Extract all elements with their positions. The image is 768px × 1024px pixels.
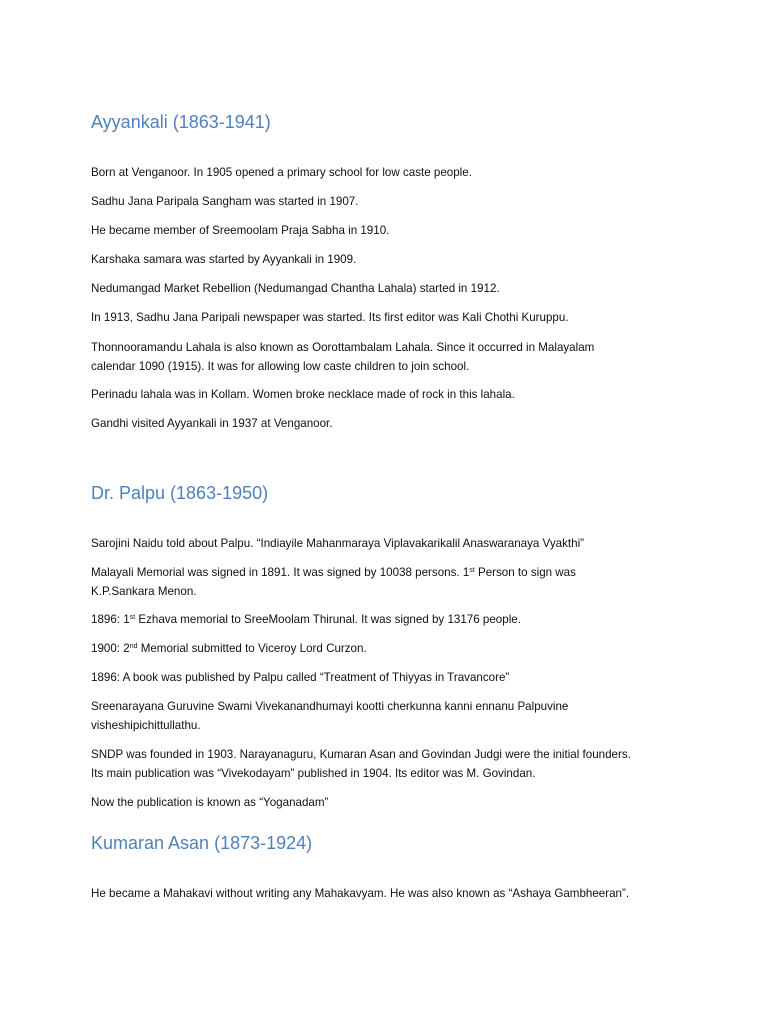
paragraph-line: Karshaka samara was started by Ayyankali in 1909. bbox=[91, 253, 357, 266]
paragraph-line: calendar 1090 (1915). It was for allowing low caste children to join school. bbox=[91, 359, 470, 373]
paragraph-line: He became member of Sreemoolam Praja Sabha in 1910. bbox=[91, 224, 390, 237]
paragraph bbox=[91, 746, 691, 783]
paragraph-line: He became a Mahakavi without writing any Mahakavyam. He was also known as “Ashaya Gambheeran”. bbox=[91, 887, 630, 900]
paragraph-line: 1900: 2nd Memorial submitted to Viceroy Lord Curzon. bbox=[91, 642, 367, 655]
paragraph-line: In 1913, Sadhu Jana Paripali newspaper was started. Its first editor was Kali Chothi Kuruppu. bbox=[91, 311, 569, 324]
paragraph-line: Thonnooramandu Lahala is also known as Oorottambalam Lahala. Since it occurred in Malayalam bbox=[91, 341, 595, 354]
paragraph-line: Its main publication was “Vivekodayam” published in 1904. Its editor was M. Govindan. bbox=[91, 766, 536, 780]
superscript: nd bbox=[129, 643, 138, 650]
paragraph-line: Nedumangad Market Rebellion (Nedumangad Chantha Lahala) started in 1912. bbox=[91, 282, 500, 295]
superscript: st bbox=[469, 567, 475, 574]
paragraph bbox=[91, 309, 691, 328]
paragraph bbox=[91, 339, 691, 376]
paragraph bbox=[91, 251, 691, 270]
superscript: st bbox=[129, 614, 136, 621]
paragraph bbox=[91, 611, 691, 630]
paragraph-line: Now the publication is known as “Yoganadam” bbox=[91, 796, 329, 809]
paragraph-line: K.P.Sankara Menon. bbox=[91, 584, 197, 598]
paragraph bbox=[91, 698, 691, 735]
paragraph-line: Sarojini Naidu told about Palpu. “Indiayile Mahanmaraya Viplavakarikalil Anaswaranaya Vyakthi” bbox=[91, 537, 585, 550]
paragraph bbox=[91, 669, 691, 688]
paragraph bbox=[91, 885, 691, 904]
paragraph bbox=[91, 222, 691, 241]
paragraph-line: Sreenarayana Guruvine Swami Vivekanandhumayi kootti cherkunna kanni ennanu Palpuvine bbox=[91, 700, 569, 713]
paragraph bbox=[91, 164, 691, 183]
paragraph bbox=[91, 415, 691, 434]
paragraph bbox=[91, 280, 691, 299]
paragraph-line: visheshipichittullathu. bbox=[91, 718, 201, 732]
paragraph-line: Sadhu Jana Paripala Sangham was started in 1907. bbox=[91, 195, 359, 208]
paragraph bbox=[91, 794, 691, 813]
paragraph bbox=[91, 193, 691, 212]
paragraph-line: Malayali Memorial was signed in 1891. It was signed by 10038 persons. 1st Person to sign was bbox=[91, 566, 576, 579]
section-heading-ayyankali: Ayyankali (1863-1941) bbox=[91, 112, 271, 132]
section-heading-kumaran-asan: Kumaran Asan (1873-1924) bbox=[91, 833, 313, 853]
paragraph-line: 1896: 1st Ezhava memorial to SreeMoolam Thirunal. It was signed by 13176 people. bbox=[91, 613, 521, 626]
paragraph bbox=[91, 386, 691, 405]
paragraph-line: 1896: A book was published by Palpu called “Treatment of Thiyyas in Travancore” bbox=[91, 671, 510, 684]
paragraph bbox=[91, 564, 691, 601]
paragraph-line: Born at Venganoor. In 1905 opened a primary school for low caste people. bbox=[91, 166, 472, 179]
paragraph-line: SNDP was founded in 1903. Narayanaguru, Kumaran Asan and Govindan Judgi were the initial founders. bbox=[91, 748, 631, 761]
paragraph bbox=[91, 535, 691, 554]
paragraph-line: Gandhi visited Ayyankali in 1937 at Venganoor. bbox=[91, 417, 333, 430]
paragraph-line: Perinadu lahala was in Kollam. Women broke necklace made of rock in this lahala. bbox=[91, 388, 515, 401]
paragraph bbox=[91, 640, 691, 659]
section-heading-palpu: Dr. Palpu (1863-1950) bbox=[91, 483, 269, 503]
